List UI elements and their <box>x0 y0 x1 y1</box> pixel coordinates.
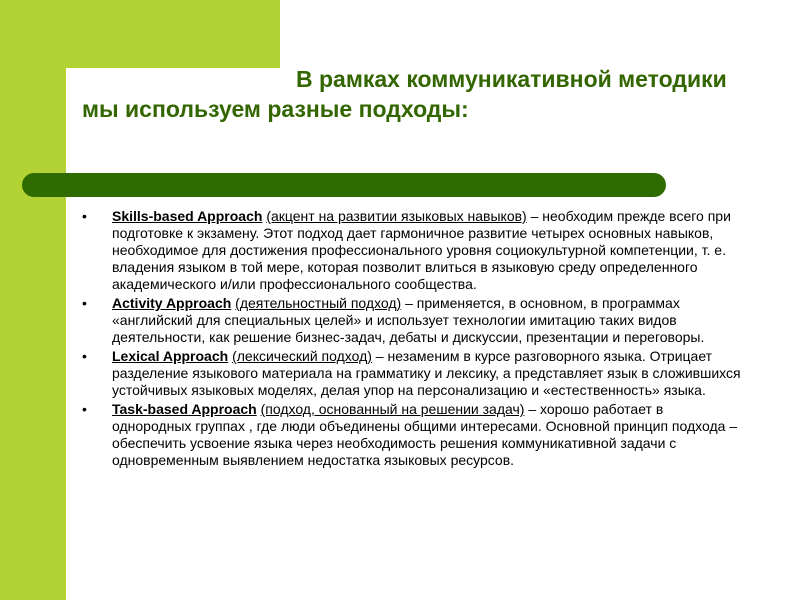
bullet-icon: • <box>82 208 87 224</box>
approach-translation: (лексический подход) <box>232 348 372 364</box>
left-accent-panel <box>0 0 66 600</box>
approach-description: – хорошо работает в однородных группах , где люди объединены общими интересами. Основной принцип подхода – обеспечить усвоение языка через необходимость решения коммуникативной задачи с одновременным выявлением недостатка языковых ресурсов. <box>112 401 738 468</box>
list-item-activity <box>76 295 746 346</box>
approach-description: – необходим прежде всего при подготовке к экзамену. Этот подход дает гармоничное развитие четырех основных навыков, необходимое для достижения профессионального уровня социокультурной компетенции, т. е. владения языком в той мере, которая позволит влиться в языковую среду определенного академического и/или профессионального сообщества. <box>112 208 731 292</box>
approach-translation: (акцент на развитии языковых навыков) <box>266 208 527 224</box>
title-divider-bar <box>22 173 666 197</box>
approach-description: – применяется, в основном, в программах «английский для специальных целей» и использует технологии имитацию таких видов деятельности, как решение бизнес-задач, дебаты и дискуссии, презентации и переговоры. <box>112 295 705 345</box>
approach-description: – незаменим в курсе разговорного языка. Отрицает разделение языкового материала на грамматику и лексику, а представляет язык в сложившихся устойчивых языковых моделях, делая упор на персонализацию и «естественность» языка. <box>112 348 741 398</box>
approach-term: Lexical Approach <box>112 348 229 364</box>
bullet-icon: • <box>82 295 87 311</box>
approach-translation: (подход, основанный на решении задач) <box>260 401 525 417</box>
approach-list <box>76 208 746 471</box>
bullet-icon: • <box>82 401 87 417</box>
bullet-icon: • <box>82 348 87 364</box>
approach-translation: (деятельностный подход) <box>235 295 402 311</box>
list-item-lexical <box>76 348 746 399</box>
approach-term: Skills-based Approach <box>112 208 263 224</box>
approach-term: Task-based Approach <box>112 401 257 417</box>
list-item-skills <box>76 208 746 293</box>
approach-term: Activity Approach <box>112 295 232 311</box>
top-accent-panel <box>0 0 280 68</box>
list-item-task <box>76 401 746 469</box>
slide-title: В рамках коммуникативной методики мы используем разные подходы: <box>82 66 727 122</box>
